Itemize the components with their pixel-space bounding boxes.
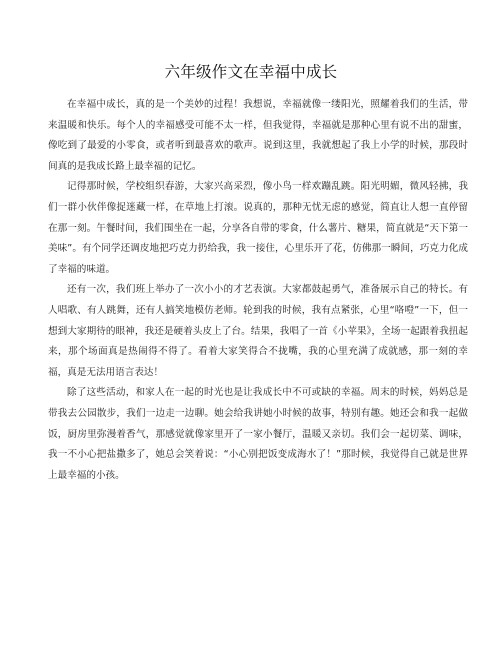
document-title: 六年级作文在幸福中成长 (164, 63, 338, 81)
paragraph-4: 除了这些活动，和家人在一起的时光也是让我成长中不可或缺的幸福。周末的时候，妈妈总是带我去公园散步，我们一边走一边聊。她会给我讲她小时候的故事，特别有趣。她还会和我一起做饭，厨房里弥漫着香气，那感觉就像家里开了一家小餐厅，温暖又亲切。我们会一起切菜、调味，我一不小心把盐撒多了，她总会笑着说：“小心别把饭变成海水了！”那时候，我觉得自己就是世界上最幸福的小孩。 (48, 387, 468, 481)
document-body (48, 95, 468, 486)
paragraph-1: 在幸福中成长，真的是一个美妙的过程！我想说，幸福就像一缕阳光，照耀着我们的生活，带来温暖和快乐。每个人的幸福感受可能不太一样，但我觉得，幸福就是那种心里有说不出的甜蜜，像吃到了最爱的小零食，或者听到最喜欢的歌声。说到这里，我就想起了我上小学的时候，那段时间真的是我成长路上最幸福的记忆。 (48, 99, 468, 172)
paragraph-2: 记得那时候，学校组织春游，大家兴高采烈，像小鸟一样欢蹦乱跳。阳光明媚，微风轻拂，我们一群小伙伴像捉迷藏一样，在草地上打滚。说真的，那种无忧无虑的感觉，简直让人想一直停留在那一刻。午餐时间，我们围坐在一起，分享各自带的零食，什么薯片、糖果，简直就是“天下第一美味”。有个同学还调皮地把巧克力扔给我，我一接住，心里乐开了花，仿佛那一瞬间，巧克力化成了幸福的味道。 (48, 181, 468, 275)
paragraph-3: 还有一次，我们班上举办了一次小小的才艺表演。大家都鼓起勇气，准备展示自己的特长。有人唱歌、有人跳舞，还有人搞笑地模仿老师。轮到我的时候，我有点紧张，心里“咯噔”一下，但一想到大家期待的眼神，我还是硬着头皮上了台。结果，我唱了一首《小苹果》，全场一起跟着我扭起来，那个场面真是热闹得不得了。看着大家笑得合不拢嘴，我的心里充满了成就感，那一刻的幸福，真是无法用语言表达！ (48, 284, 468, 378)
